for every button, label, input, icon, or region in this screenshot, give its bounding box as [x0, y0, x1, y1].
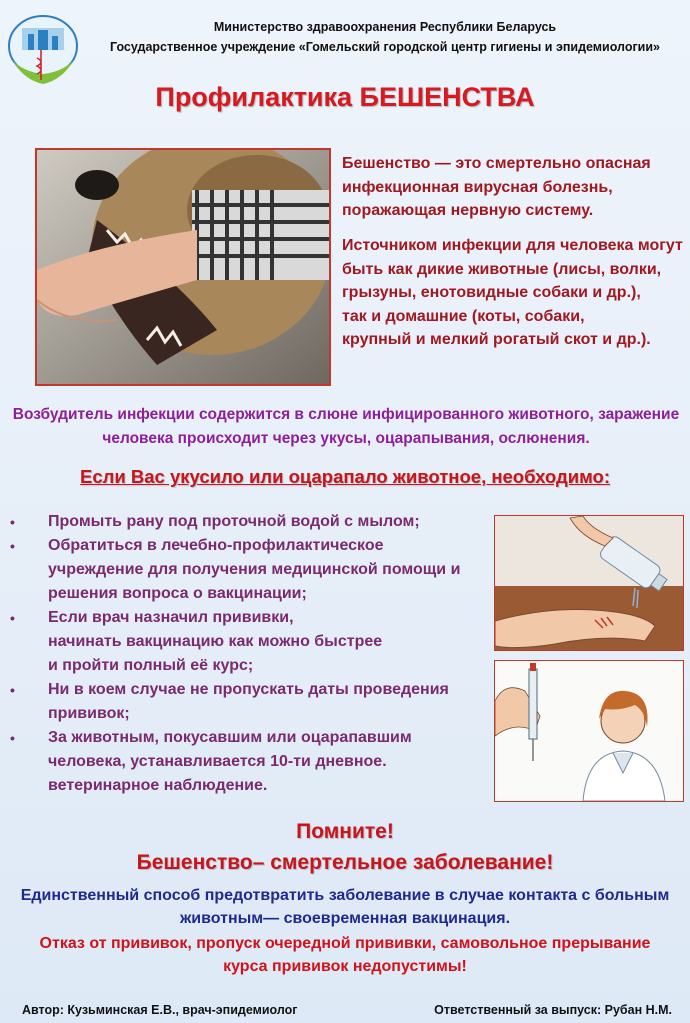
responsible-credit: Ответственный за выпуск: Рубан Н.М.: [434, 1003, 672, 1017]
bullet-icon: •: [10, 610, 15, 626]
dog-bite-photo: [35, 148, 331, 386]
step-text: Обратиться в лечебно-профилактическое учреждение для получения медицинской помощи и решения вопроса о вакцинации;: [48, 537, 461, 602]
bullet-icon: •: [10, 730, 15, 746]
infection-sources: Источником инфекции для человека могут быть как дикие животные (лисы, волки, грызуны, енотовидные собаки и др.), так и домашние (коты, собаки, крупный и мелкий рогатый скот и др.).: [342, 237, 683, 348]
doctor-vaccine-illustration: [494, 660, 684, 802]
step-text: Ни в коем случае не пропускать даты проведения прививок;: [48, 681, 449, 722]
list-item: [10, 726, 480, 798]
step-text: Промыть рану под проточной водой с мылом;: [48, 513, 420, 530]
step-text: Если врач назначил прививки, начинать вакцинацию как можно быстрее и пройти полный её курс;: [48, 609, 383, 674]
only-way-text: Единственный способ предотвратить заболевание в случае контакта с больным животным— своевременная вакцинация.: [20, 887, 670, 927]
transmission-text: Возбудитель инфекции содержится в слюне инфицированного животного, заражение человека происходит через укусы, оцарапывания, ослюнения.: [12, 406, 680, 447]
step-text: За животным, покусавшим или оцарапавшим человека, устанавливается 10-ти дневное. ветеринарное наблюдение.: [48, 729, 412, 794]
warning-text: Отказ от прививок, пропуск очередной прививки, самовольное прерывание курса прививок недопустимы!: [39, 935, 651, 975]
action-heading: Если Вас укусило или оцарапало животное, необходимо:: [80, 466, 610, 487]
bullet-icon: •: [10, 682, 15, 698]
page-title: Профилактика БЕШЕНСТВА: [155, 82, 535, 112]
bullet-icon: •: [10, 514, 15, 530]
author-credit: Автор: Кузьминская Е.В., врач-эпидемиолог: [22, 1003, 298, 1017]
logo: [4, 10, 82, 90]
ministry-line: Министерство здравоохранения Республики Беларусь: [213, 20, 557, 34]
bullet-icon: •: [10, 538, 15, 554]
remember-heading: Помните!: [296, 820, 394, 843]
list-item: [10, 510, 480, 534]
rabies-definition: Бешенство — это смертельно опасная инфекционная вирусная болезнь, поражающая нервную систему.: [342, 155, 651, 219]
list-item: [10, 606, 480, 678]
list-item: [10, 678, 480, 726]
institution-line: Государственное учреждение «Гомельский городской центр гигиены и эпидемиологии»: [110, 40, 660, 54]
list-item: [10, 534, 480, 606]
deadly-disease-heading: Бешенство– смертельное заболевание!: [136, 851, 554, 874]
steps-list: [10, 510, 480, 798]
wash-wound-illustration: [494, 515, 684, 651]
